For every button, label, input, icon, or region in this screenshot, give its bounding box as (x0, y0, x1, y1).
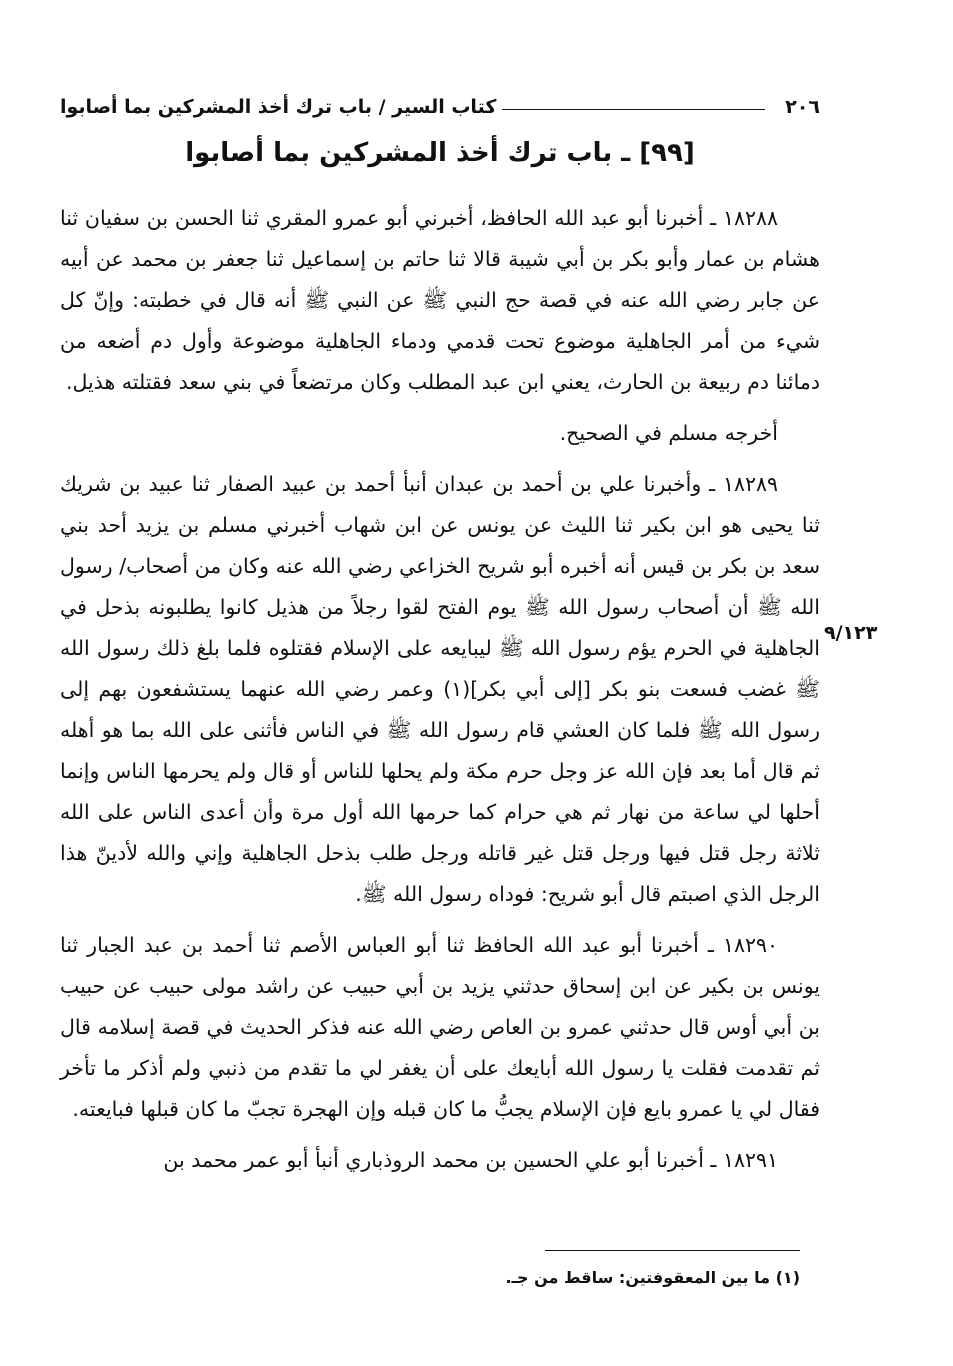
manuscript-margin-reference: ٩/١٢٣ (824, 622, 878, 644)
takhrij-note: أخرجه مسلم في الصحيح. (559, 421, 778, 445)
header-rule (502, 109, 765, 110)
hadith-paragraph-18288: ١٨٢٨٨ ـ أخبرنا أبو عبد الله الحافظ، أخبرني أبو عمرو المقري ثنا الحسن بن سفيان ثنا هشام بن عمار وأبو بكر بن أبي شيبة قالا ثنا حاتم بن إسماعيل ثنا جعفر بن محمد عن أبيه عن جابر رضي الله عنه في قصة حج النبي ﷺ عن النبي ﷺ أنه قال في خطبته: وإنّ كل شيء من أمر الجاهلية موضوع تحت قدمي ودماء الجاهلية موضوعة وأول دم أضعه من دمائنا دم ربيعة بن الحارث، يعني ابن عبد المطلب وكان مرتضعاً في بني سعد فقتلته هذيل. (60, 206, 820, 394)
running-title: كتاب السير / باب ترك أخذ المشركين بما أصابوا (60, 96, 497, 118)
hadith-paragraph-18290: ١٨٢٩٠ ـ أخبرنا أبو عبد الله الحافظ ثنا أبو العباس الأصم ثنا أحمد بن عبد الجبار ثنا يونس بن بكير عن ابن إسحاق حدثني يزيد بن أبي حبيب عن راشد مولى حبيب عن حبيب بن أبي أوس قال حدثني عمرو بن العاص رضي الله عنه فذكر الحديث في قصة إسلامه قال ثم تقدمت فقلت يا رسول الله أبايعك على أن يغفر لي ما تقدم من ذنبي ولم أذكر ما تأخر فقال لي يا عمرو بايع فإن الإسلام يجبُّ ما كان قبله وإن الهجرة تجبّ ما كان قبلها فبايعته. (60, 933, 820, 1121)
running-header (60, 90, 820, 118)
hadith-paragraph-18289: ١٨٢٨٩ ـ وأخبرنا علي بن أحمد بن عبدان أنبأ أحمد بن عبيد الصفار ثنا عبيد بن شريك ثنا يحيى هو ابن بكير ثنا الليث عن يونس عن ابن شهاب أخبرني مسلم بن يزيد أحد بني سعد بن بكر بن قيس أنه أخبره أبو شريح الخزاعي رضي الله عنه وكان من أصحاب/ رسول الله ﷺ أن أصحاب رسول الله ﷺ يوم الفتح لقوا رجلاً من هذيل كانوا يطلبونه بذحل في الجاهلية في الحرم يؤم رسول الله ﷺ ليبايعه على الإسلام فقتلوه فلما بلغ ذلك رسول الله ﷺ غضب فسعت بنو بكر [إلى أبي بكر](١) وعمر رضي الله عنهما يستشفعون بهم إلى رسول الله ﷺ فلما كان العشي قام رسول الله ﷺ في الناس فأثنى على الله بما هو أهله ثم قال أما بعد فإن الله عز وجل حرم مكة ولم يحلها للناس أو قال ولم يحرمها الناس وإنما أحلها لي ساعة من نهار ثم هي حرام كما حرمها الله أول مرة وأن أعدى الناس على الله ثلاثة رجل قتل فيها ورجل قتل غير قاتله ورجل طلب بذحل الجاهلية وإني والله لأدينّ هذا الرجل الذي اصبتم قال أبو شريح: فوداه رسول الله ﷺ. (60, 472, 821, 906)
chapter-title: [٩٩] ـ باب ترك أخذ المشركين بما أصابوا (185, 138, 695, 168)
footnote-rule (545, 1250, 800, 1251)
footnote-1: (١) ما بين المعقوفتين: ساقط من جـ. (505, 1268, 800, 1287)
page-number: ٢٠٦ (785, 96, 820, 118)
main-text (60, 198, 820, 1191)
hadith-paragraph-18291: ١٨٢٩١ ـ أخبرنا أبو علي الحسين بن محمد الروذباري أنبأ أبو عمر محمد بن (163, 1148, 778, 1172)
